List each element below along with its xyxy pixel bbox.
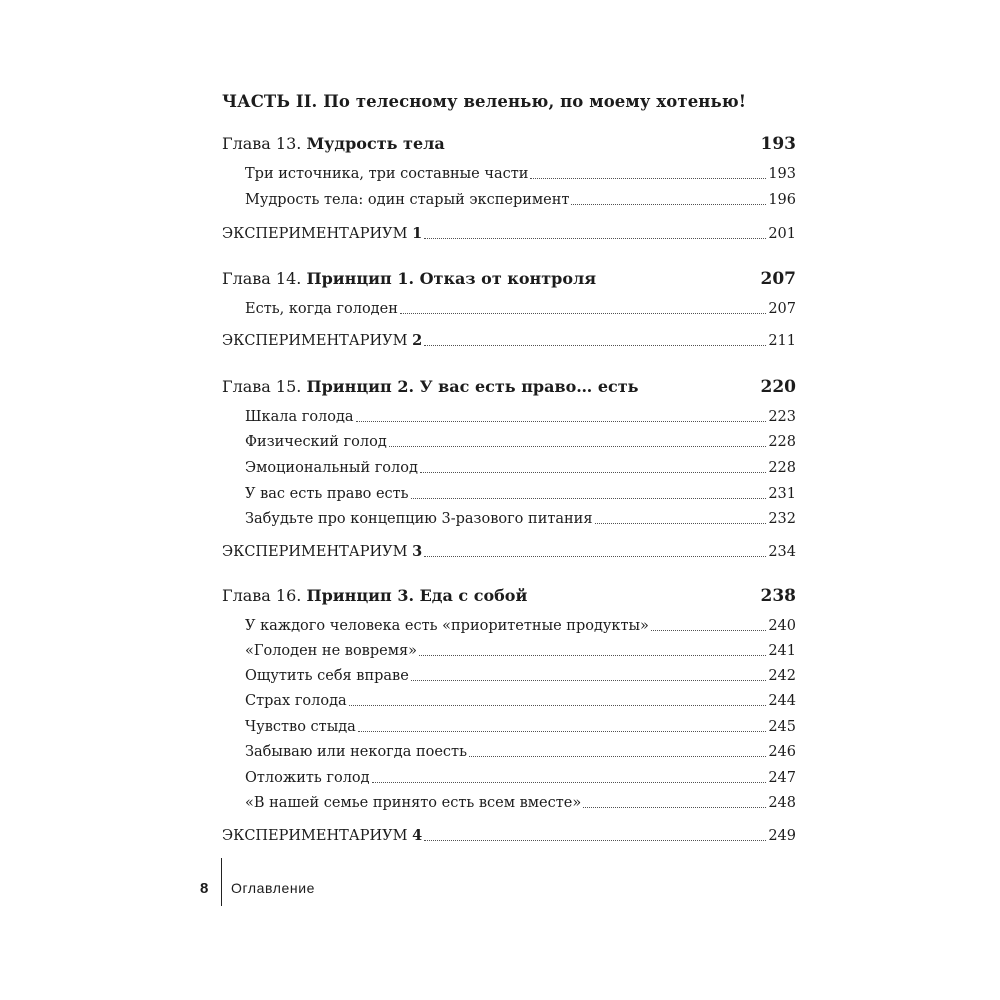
part-title: ЧАСТЬ II. По телесному веленью, по моему хотенью! [222,92,747,111]
section-page: 228 [768,460,796,476]
experiment-number: 1 [412,225,423,242]
experiment-label: ЭКСПЕРИМЕНТАРИУМ [222,828,408,844]
section-title: Шкала голода [245,409,354,425]
dot-leader [424,540,766,557]
section-title: Забудьте про концепцию 3-разового питания [245,511,593,527]
dot-leader [356,405,767,422]
chapter-15-heading [222,377,796,397]
section-entry [245,714,796,737]
experiment-number: 3 [412,543,423,560]
dot-leader [400,297,766,314]
section-title: Есть, когда голоден [245,301,398,317]
experiment-label: ЭКСПЕРИМЕНТАРИУМ [222,544,408,560]
page-number: 8 [200,880,209,897]
page-footer [195,858,595,918]
section-entry [245,481,796,504]
section-page: 246 [768,744,796,760]
footer-divider [221,858,222,906]
section-title: Физический голод [245,434,387,450]
section-page: 247 [768,770,796,786]
section-title: Мудрость тела: один старый эксперимент [245,192,570,208]
section-entry [245,429,796,452]
section-title: Ощутить себя вправе [245,668,409,684]
section-entry [245,688,796,711]
experiment-entry [222,823,796,846]
section-page: 241 [768,643,796,659]
chapter-16-heading [222,586,796,606]
running-title: Оглавление [231,880,316,896]
section-page: 248 [768,795,796,811]
section-entry [245,161,796,184]
dot-leader [372,766,767,783]
chapter-page: 220 [760,377,796,397]
dot-leader [419,639,766,656]
dot-leader [469,740,766,757]
section-title: Страх голода [245,693,347,709]
experiment-page: 234 [768,544,796,560]
dot-leader [530,162,766,179]
section-entry [245,296,796,319]
section-entry [245,739,796,762]
experiment-number: 4 [412,827,423,844]
dot-leader [420,456,766,473]
dot-leader [424,329,766,346]
section-entry [245,663,796,686]
section-entry [245,765,796,788]
chapter-prefix: Глава 14. [222,269,302,288]
chapter-13-heading [222,134,796,154]
dot-leader [424,824,766,841]
chapter-title: Принцип 1. Отказ от контроля [306,269,597,288]
chapter-prefix: Глава 13. [222,134,302,153]
section-title: Эмоциональный голод [245,460,418,476]
section-entry [245,638,796,661]
section-title: «Голоден не вовремя» [245,643,417,659]
experiment-entry [222,328,796,351]
chapter-page: 193 [760,134,796,154]
chapter-title: Принцип 3. Еда с собой [306,586,528,605]
section-page: 232 [768,511,796,527]
experiment-entry [222,221,796,244]
chapter-page: 207 [760,269,796,289]
dot-leader [583,791,766,808]
dot-leader [571,188,766,205]
experiment-label: ЭКСПЕРИМЕНТАРИУМ [222,333,408,349]
chapter-prefix: Глава 15. [222,377,302,396]
section-entry [245,455,796,478]
section-page: 193 [768,166,796,182]
section-page: 223 [768,409,796,425]
experiment-page: 211 [768,333,796,349]
section-entry [245,613,796,636]
section-title: У каждого человека есть «приоритетные продукты» [245,618,649,634]
section-title: «В нашей семье принято есть всем вместе» [245,795,582,811]
experiment-entry [222,539,796,562]
chapter-title: Мудрость тела [306,134,445,153]
dot-leader [424,222,766,239]
section-page: 244 [768,693,796,709]
section-title: Три источника, три составные части [245,166,529,182]
dot-leader [595,507,767,524]
experiment-page: 249 [768,828,796,844]
experiment-page: 201 [768,226,796,242]
dot-leader [651,614,766,631]
section-entry [245,790,796,813]
dot-leader [358,715,767,732]
section-title: Отложить голод [245,770,370,786]
section-page: 240 [768,618,796,634]
chapter-title: Принцип 2. У вас есть право… есть [306,377,639,396]
section-entry [245,506,796,529]
section-title: У вас есть право есть [245,486,409,502]
chapter-prefix: Глава 16. [222,586,302,605]
section-title: Забываю или некогда поесть [245,744,467,760]
experiment-number: 2 [412,332,423,349]
dot-leader [349,689,767,706]
section-entry [245,404,796,427]
chapter-page: 238 [760,586,796,606]
dot-leader [411,664,767,681]
chapter-14-heading [222,269,796,289]
dot-leader [411,482,767,499]
section-page: 245 [768,719,796,735]
dot-leader [389,430,767,447]
section-page: 228 [768,434,796,450]
section-page: 242 [768,668,796,684]
experiment-label: ЭКСПЕРИМЕНТАРИУМ [222,226,408,242]
section-page: 196 [768,192,796,208]
section-page: 207 [768,301,796,317]
section-page: 231 [768,486,796,502]
section-title: Чувство стыда [245,719,356,735]
section-entry [245,187,796,210]
